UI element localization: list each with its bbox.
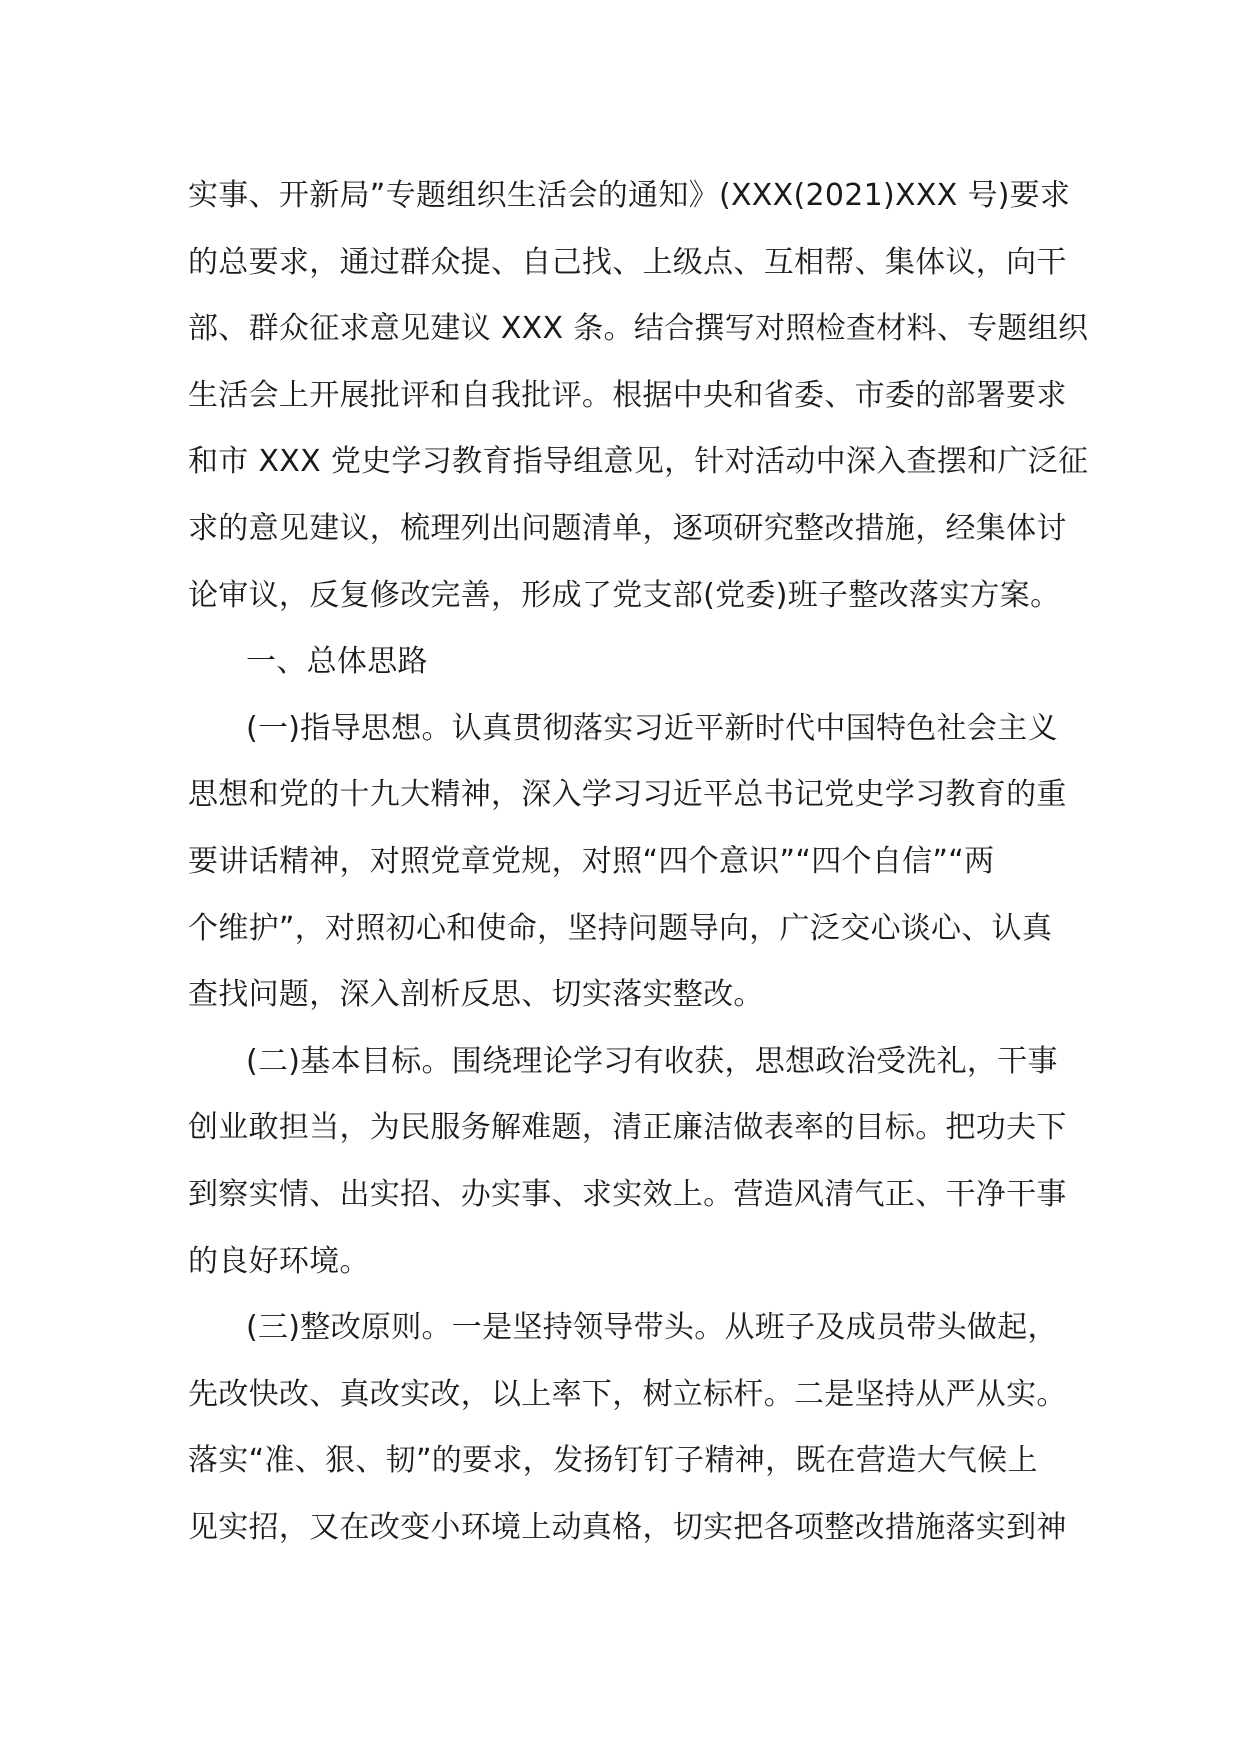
paragraph-line: 实事、开新局”专题组织生活会的通知》(XXX(2021)XXX 号)要求 <box>188 178 1071 213</box>
paragraph-line: (二)基本目标。围绕理论学习有收获，思想政治受洗礼，干事 <box>246 1043 1058 1079</box>
paragraph-line: 论审议，反复修改完善，形成了党支部(党委)班子整改落实方案。 <box>188 577 1061 613</box>
document-body <box>188 163 1089 1561</box>
paragraph-line: 的总要求，通过群众提、自己找、上级点、互相帮、集体议，向干 <box>188 244 1067 280</box>
paragraph-line: (一)指导思想。认真贯彻落实习近平新时代中国特色社会主义 <box>246 710 1058 746</box>
paragraph-line: 先改快改、真改实改，以上率下，树立标杆。二是坚持从严从实。 <box>188 1376 1067 1412</box>
paragraph-line: 查找问题，深入剖析反思、切实落实整改。 <box>188 977 764 1013</box>
section-heading: 一、总体思路 <box>246 644 428 680</box>
paragraph-line: 部、群众征求意见建议 XXX 条。结合撰写对照检查材料、专题组织 <box>188 311 1089 347</box>
paragraph-line: 思想和党的十九大精神，深入学习习近平总书记党史学习教育的重 <box>188 777 1067 813</box>
paragraph-line: 和市 XXX 党史学习教育指导组意见，针对活动中深入查摆和广泛征 <box>188 444 1089 480</box>
paragraph-line: 生活会上开展批评和自我批评。根据中央和省委、市委的部署要求 <box>188 377 1067 413</box>
paragraph-line: 要讲话精神，对照党章党规，对照“四个意识”“四个自信”“两 <box>188 843 995 879</box>
paragraph-line: 创业敢担当，为民服务解难题，清正廉洁做表率的目标。把功夫下 <box>188 1110 1067 1146</box>
paragraph-line: 到察实情、出实招、办实事、求实效上。营造风清气正、干净干事 <box>188 1176 1067 1212</box>
paragraph-line: 个维护”，对照初心和使命，坚持问题导向，广泛交心谈心、认真 <box>188 910 1053 946</box>
paragraph-line: (三)整改原则。一是坚持领导带头。从班子及成员带头做起， <box>246 1310 1058 1346</box>
paragraph-line: 的良好环境。 <box>188 1243 370 1279</box>
paragraph-line: 落实“准、狠、韧”的要求，发扬钉钉子精神，既在营造大气候上 <box>188 1443 1038 1479</box>
paragraph-line: 求的意见建议，梳理列出问题清单，逐项研究整改措施，经集体讨 <box>188 510 1067 546</box>
paragraph-line: 见实招，又在改变小环境上动真格，切实把各项整改措施落实到神 <box>188 1509 1067 1545</box>
